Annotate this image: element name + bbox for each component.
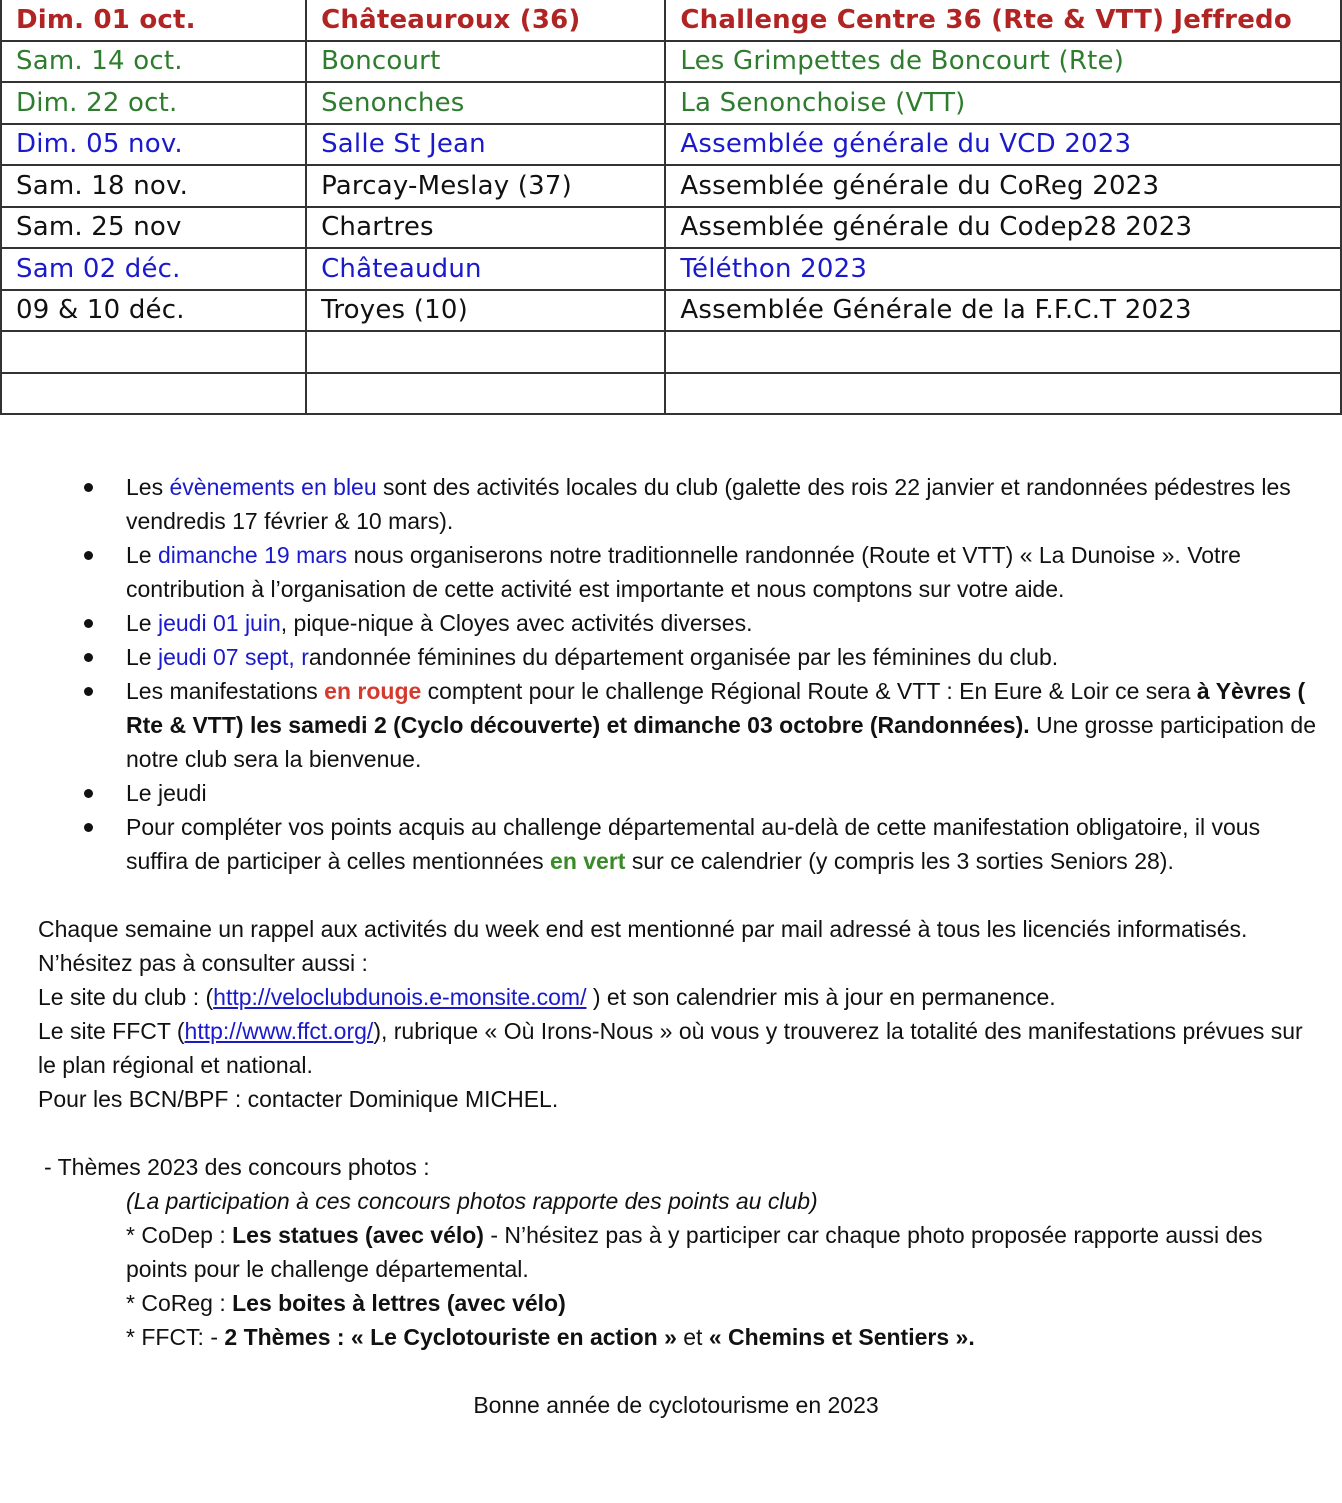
event-name: Assemblée générale du VCD 2023 [665,124,1341,166]
calendar-row [1,124,1341,166]
bullet-challenge-regional: Les manifestations en rouge comptent pour le challenge Régional Route & VTT : En Eure & Loir ce sera à Yèvres ( Rte & VTT) les samedi 2 (Cyclo découverte) et dimanche 03 octobre (Randonnées). Une grosse participation de notre club sera la bienvenue. [0,674,1342,776]
event-place: Senonches [306,82,665,124]
theme-ffct: * FFCT: - 2 Thèmes : « Le Cyclotouriste en action » et « Chemins et Sentiers ». [126,1324,975,1350]
info-bullet-list [0,470,1342,878]
bullet-icon [84,789,93,798]
event-date: Dim. 01 oct. [1,0,306,41]
event-date [1,373,306,415]
calendar-row [1,373,1341,415]
bullet-icon [84,823,93,832]
bullet-la-dunoise: Le dimanche 19 mars nous organiserons notre traditionnelle randonnée (Route et VTT) « La Dunoise ». Votre contribution à l’organisation de cette activité est importante et nous comptons sur votre aide. [0,538,1342,606]
event-place: Châteauroux (36) [306,0,665,41]
consult-intro: N’hésitez pas à consulter aussi : [38,950,368,976]
event-date: Dim. 05 nov. [1,124,306,166]
event-name: Assemblée générale du CoReg 2023 [665,165,1341,207]
event-date [1,331,306,373]
calendar-row [1,207,1341,249]
bullet-challenge-departemental: Pour compléter vos points acquis au challenge départemental au-delà de cette manifestation obligatoire, il vous suffira de participer à celles mentionnées en vert sur ce calendrier (y compris les 3 sorties Seniors 28). [0,810,1342,878]
bullet-icon [84,653,93,662]
calendar-table [0,0,1342,415]
bullet-icon [84,619,93,628]
event-name: Les Grimpettes de Boncourt (Rte) [665,41,1341,83]
event-date: Sam. 25 nov [1,207,306,249]
bullet-pique-nique: Le jeudi 01 juin, pique-nique à Cloyes avec activités diverses. [0,606,1342,640]
bullet-jeudi: Le jeudi [0,776,1342,810]
calendar-row [1,0,1341,41]
event-place: Boncourt [306,41,665,83]
event-name: Assemblée Générale de la F.F.C.T 2023 [665,290,1341,332]
event-date: Sam. 14 oct. [1,41,306,83]
event-name [665,373,1341,415]
club-site-link[interactable]: http://veloclubdunois.e-monsite.com/ [213,984,587,1010]
event-date: Dim. 22 oct. [1,82,306,124]
notes-section [0,470,1342,1422]
calendar-row [1,82,1341,124]
photo-themes [0,1150,1342,1354]
highlight-blue: dimanche 19 mars [157,542,348,568]
bullet-feminines: Le jeudi 07 sept, randonnée féminines du département organisée par les féminines du club. [0,640,1342,674]
info-paragraph [0,912,1342,1116]
event-name: Assemblée générale du Codep28 2023 [665,207,1341,249]
theme-coreg: * CoReg : Les boites à lettres (avec vélo) [126,1290,566,1316]
bullet-blue-events: Les évènements en bleu sont des activités locales du club (galette des rois 22 janvier et randonnées pédestres les vendredis 17 février & 10 mars). [0,470,1342,538]
event-name: Challenge Centre 36 (Rte & VTT) Jeffredo [665,0,1341,41]
event-name: Téléthon 2023 [665,248,1341,290]
yevres-event: à Yèvres ( Rte & VTT) les samedi 2 (Cyclo découverte) et dimanche 03 octobre (Randonnées). [126,678,1306,738]
themes-heading: - Thèmes 2023 des concours photos : [44,1154,430,1180]
event-place: Parcay-Meslay (37) [306,165,665,207]
event-place [306,373,665,415]
ffct-site-link[interactable]: http://www.ffct.org/ [184,1018,374,1044]
highlight-green: en vert [550,848,626,874]
event-name [665,331,1341,373]
event-date: 09 & 10 déc. [1,290,306,332]
bcn-contact: Pour les BCN/BPF : contacter Dominique MICHEL. [38,1086,559,1112]
calendar-row [1,290,1341,332]
bullet-icon [84,551,93,560]
calendar-row [1,41,1341,83]
highlight-blue: jeudi 07 sept, r [157,644,309,670]
club-site-line: Le site du club : (http://veloclubdunois.e-monsite.com/ ) et son calendrier mis à jour en permanence. [38,984,1056,1010]
calendar-row [1,248,1341,290]
event-place: Salle St Jean [306,124,665,166]
themes-note: (La participation à ces concours photos rapporte des points au club) [126,1188,818,1214]
calendar-body [1,0,1341,414]
event-place: Troyes (10) [306,290,665,332]
event-place: Châteaudun [306,248,665,290]
calendar-row [1,165,1341,207]
event-date: Sam. 18 nov. [1,165,306,207]
bullet-icon [84,483,93,492]
bullet-icon [84,687,93,696]
ffct-site-line: Le site FFCT (http://www.ffct.org/), rubrique « Où Irons-Nous » où vous y trouverez la totalité des manifestations prévues sur le plan régional et national. [38,1018,1303,1078]
theme-codep: * CoDep : Les statues (avec vélo) - N’hésitez pas à y participer car chaque photo proposée rapporte aussi des points pour le challenge départemental. [126,1222,1263,1282]
calendar-row [1,331,1341,373]
event-name: La Senonchoise (VTT) [665,82,1341,124]
highlight-red: en rouge [324,678,422,704]
highlight-blue: évènements en bleu [169,474,377,500]
event-place: Chartres [306,207,665,249]
weekly-reminder: Chaque semaine un rappel aux activités du week end est mentionné par mail adressé à tous les licenciés informatisés. [38,916,1248,942]
highlight-blue: jeudi 01 juin [157,610,281,636]
event-place [306,331,665,373]
event-date: Sam 02 déc. [1,248,306,290]
closing-line: Bonne année de cyclotourisme en 2023 [473,1392,879,1418]
